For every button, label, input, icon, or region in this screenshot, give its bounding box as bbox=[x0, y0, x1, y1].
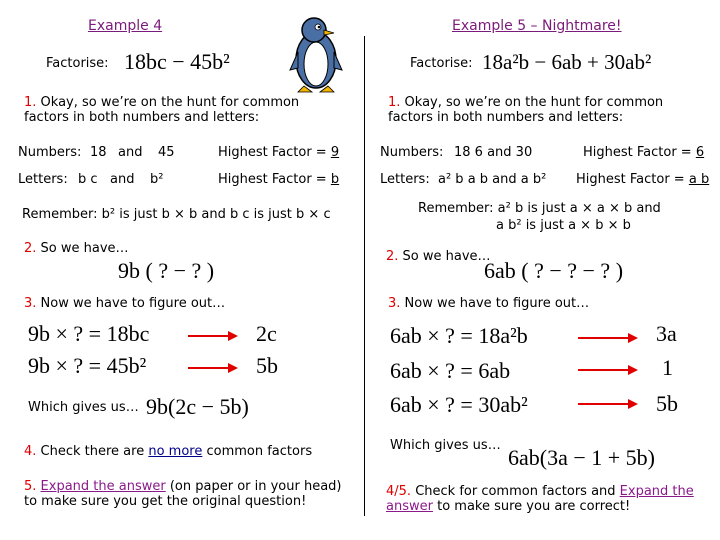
left-step3-num: 3. bbox=[24, 296, 37, 311]
right-expression: 18a²b − 6ab + 30ab² bbox=[482, 50, 652, 74]
left-numbers-a: 18 bbox=[90, 145, 107, 160]
left-letters-hf bbox=[218, 172, 339, 187]
right-step45-pre: Check for common factors and bbox=[411, 484, 620, 499]
right-row-2: 6ab × ? = 6ab bbox=[390, 358, 511, 383]
right-remember-2: a b² is just a × b × b bbox=[496, 218, 631, 233]
left-step4-post: common factors bbox=[202, 444, 313, 459]
left-step2-text: So we have… bbox=[36, 241, 129, 256]
right-gives-expression: 6ab(3a − 1 + 5b) bbox=[508, 445, 655, 470]
left-title: Example 4 bbox=[88, 18, 163, 34]
left-step5-num: 5. bbox=[24, 479, 37, 494]
left-factorise-label: Factorise: bbox=[46, 56, 109, 71]
right-row-2-result: 1 bbox=[662, 355, 673, 380]
right-step2-text: So we have… bbox=[398, 249, 491, 264]
right-numbers-values: 18 6 and 30 bbox=[454, 145, 533, 160]
left-step1-num: 1. bbox=[24, 95, 37, 110]
left-have-expression: 9b ( ? − ? ) bbox=[118, 258, 215, 283]
left-arrow-2 bbox=[188, 362, 240, 374]
right-step3 bbox=[388, 296, 589, 311]
right-letters-label: Letters: bbox=[380, 172, 430, 187]
right-factorise-label: Factorise: bbox=[410, 56, 473, 71]
right-letters-values: a² b a b and a b² bbox=[438, 172, 547, 187]
right-step1-text: Okay, so we’re on the hunt for common factors in both numbers and letters: bbox=[388, 95, 664, 125]
right-arrow-1 bbox=[578, 332, 640, 344]
right-have-expression: 6ab ( ? − ? − ? ) bbox=[484, 258, 624, 283]
penguin-icon bbox=[284, 12, 348, 94]
left-numbers-hf-label: Highest Factor = bbox=[218, 145, 331, 160]
left-step5-post: (on paper or in your head) to make sure you get the original question! bbox=[24, 479, 342, 509]
right-remember-1: Remember: a² b is just a × a × b and bbox=[418, 201, 661, 216]
right-step1 bbox=[388, 95, 698, 125]
right-arrow-3 bbox=[578, 398, 640, 410]
right-letters-hf bbox=[576, 172, 709, 187]
right-step45-post: to make sure you are correct! bbox=[432, 499, 631, 514]
left-gives-label: Which gives us… bbox=[28, 400, 139, 415]
right-letters-hf-label: Highest Factor = bbox=[576, 172, 689, 187]
left-step4-num: 4. bbox=[24, 444, 37, 459]
right-numbers-hf bbox=[583, 145, 704, 160]
right-numbers-hf-label: Highest Factor = bbox=[583, 145, 696, 160]
right-title: Example 5 – Nightmare! bbox=[452, 18, 622, 34]
right-row-1-result: 3a bbox=[656, 321, 677, 346]
left-row-1: 9b × ? = 18bc bbox=[28, 321, 150, 346]
left-arrow-1 bbox=[188, 330, 240, 342]
right-step3-num: 3. bbox=[388, 296, 401, 311]
right-numbers-hf-value: 6 bbox=[695, 145, 705, 160]
right-step45 bbox=[386, 484, 708, 514]
right-row-3: 6ab × ? = 30ab² bbox=[390, 392, 528, 417]
left-numbers-hf-value: 9 bbox=[330, 145, 340, 160]
right-row-1: 6ab × ? = 18a²b bbox=[390, 323, 528, 348]
left-expression: 18bc − 45b² bbox=[124, 49, 230, 74]
right-row-3-result: 5b bbox=[656, 391, 678, 416]
left-letters-b: b² bbox=[150, 172, 164, 187]
left-step5-link[interactable]: Expand the answer bbox=[40, 479, 166, 494]
left-row-1-result: 2c bbox=[256, 321, 277, 346]
left-step1-text: Okay, so we’re on the hunt for common factors in both numbers and letters: bbox=[24, 95, 300, 125]
left-numbers-and: and bbox=[118, 145, 143, 160]
left-numbers-label: Numbers: bbox=[18, 145, 82, 160]
right-arrow-2 bbox=[578, 364, 640, 376]
left-step4-link[interactable]: no more bbox=[148, 444, 203, 459]
right-step2 bbox=[386, 249, 491, 264]
left-step2 bbox=[24, 241, 129, 256]
right-step2-num: 2. bbox=[386, 249, 399, 264]
left-numbers-hf bbox=[218, 145, 339, 160]
right-step3-text: Now we have to figure out… bbox=[400, 296, 590, 311]
left-row-2-result: 5b bbox=[256, 353, 278, 378]
column-divider bbox=[364, 36, 365, 516]
left-step4 bbox=[24, 444, 312, 459]
left-numbers-b: 45 bbox=[158, 145, 175, 160]
left-letters-and: and bbox=[110, 172, 135, 187]
left-step4-pre: Check there are bbox=[36, 444, 149, 459]
left-letters-a: b c bbox=[78, 172, 98, 187]
left-remember: Remember: b² is just b × b and b c is just b × c bbox=[22, 207, 331, 222]
right-step1-num: 1. bbox=[388, 95, 401, 110]
left-letters-hf-value: b bbox=[330, 172, 340, 187]
right-step45-num: 4/5. bbox=[386, 484, 412, 499]
left-step5 bbox=[24, 479, 354, 509]
left-row-2: 9b × ? = 45b² bbox=[28, 353, 147, 378]
left-letters-hf-label: Highest Factor = bbox=[218, 172, 331, 187]
right-gives-label: Which gives us… bbox=[390, 438, 501, 453]
left-letters-label: Letters: bbox=[18, 172, 68, 187]
left-step3-text: Now we have to figure out… bbox=[36, 296, 226, 311]
right-letters-hf-value: a b bbox=[688, 172, 710, 187]
left-step2-num: 2. bbox=[24, 241, 37, 256]
left-step1 bbox=[24, 95, 324, 125]
left-gives-expression: 9b(2c − 5b) bbox=[146, 394, 249, 419]
right-numbers-label: Numbers: bbox=[380, 145, 444, 160]
left-step3 bbox=[24, 296, 225, 311]
right-step45-link[interactable]: Expand the answer bbox=[386, 484, 694, 514]
